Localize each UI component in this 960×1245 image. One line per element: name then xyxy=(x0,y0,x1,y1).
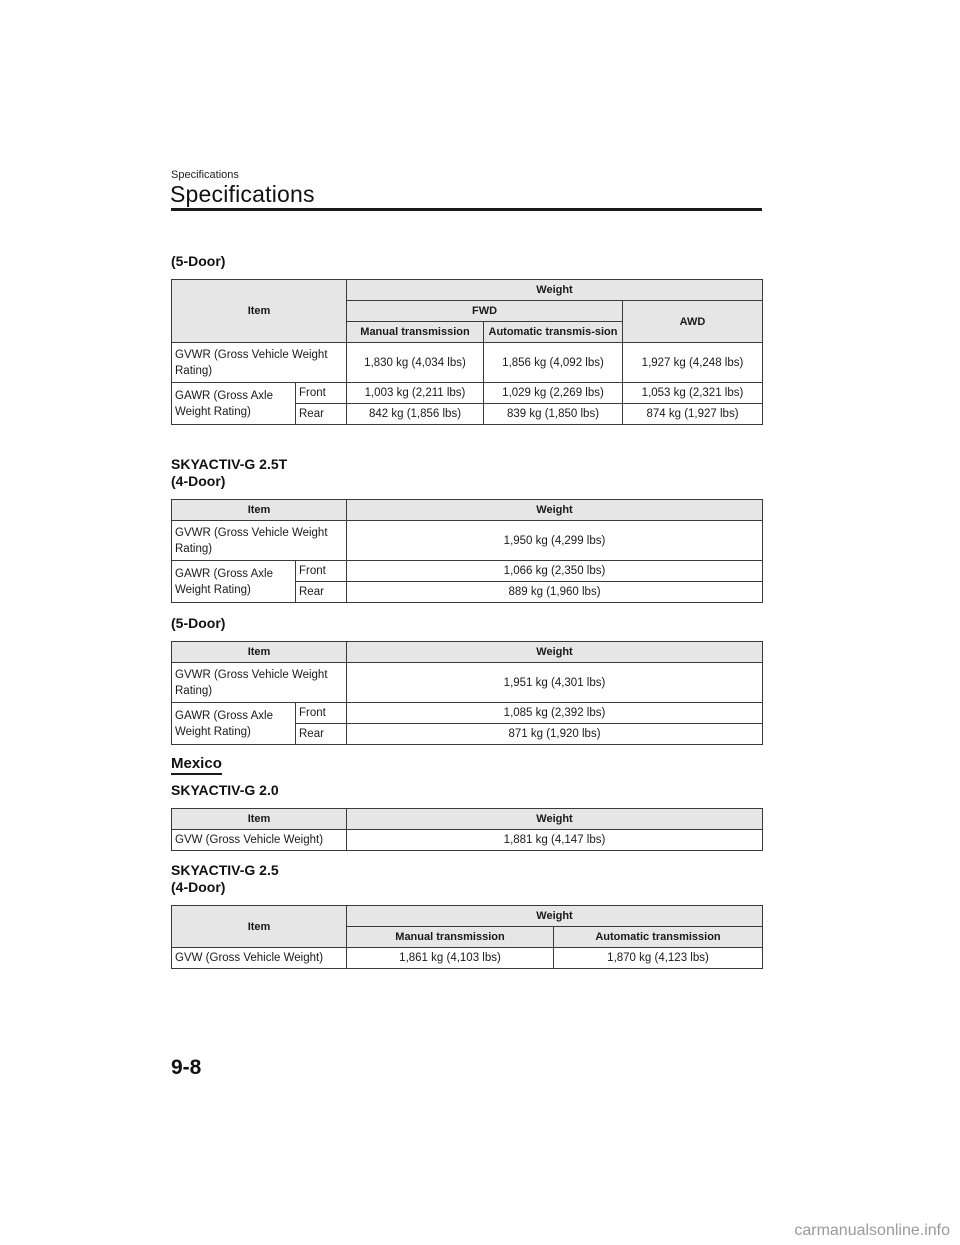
row-label-gvwr: GVWR (Gross Vehicle Weight Rating) xyxy=(172,521,347,561)
row-label-rear: Rear xyxy=(296,404,347,425)
cell-value: 871 kg (1,920 lbs) xyxy=(347,724,763,745)
cell-value: 1,003 kg (2,211 lbs) xyxy=(347,383,484,404)
col-header-manual: Manual transmission xyxy=(347,322,484,343)
section-heading-4-door: (4-Door) xyxy=(171,879,226,895)
col-header-item: Item xyxy=(172,642,347,663)
row-label-gawr: GAWR (Gross Axle Weight Rating) xyxy=(172,561,296,603)
row-label-rear: Rear xyxy=(296,582,347,603)
col-header-item: Item xyxy=(172,500,347,521)
section-heading-5-door: (5-Door) xyxy=(171,253,226,269)
cell-value: 1,870 kg (4,123 lbs) xyxy=(554,948,763,969)
col-header-automatic: Automatic transmission xyxy=(554,927,763,948)
weight-table-mexico-2-0 xyxy=(171,808,763,851)
row-label-gvw: GVW (Gross Vehicle Weight) xyxy=(172,948,347,969)
page-number: 9-8 xyxy=(171,1056,202,1079)
row-label-gvw: GVW (Gross Vehicle Weight) xyxy=(172,830,347,851)
col-header-item: Item xyxy=(172,906,347,948)
col-header-weight: Weight xyxy=(347,500,763,521)
col-header-item: Item xyxy=(172,809,347,830)
cell-value: 1,861 kg (4,103 lbs) xyxy=(347,948,554,969)
weight-table-5-door-fwd-awd xyxy=(171,279,763,425)
running-header: Specifications xyxy=(171,169,239,181)
section-heading-engine-2-5: SKYACTIV-G 2.5 xyxy=(171,862,279,878)
col-header-automatic: Automatic transmis-sion xyxy=(484,322,623,343)
cell-value: 889 kg (1,960 lbs) xyxy=(347,582,763,603)
cell-value: 1,830 kg (4,034 lbs) xyxy=(347,343,484,383)
header-rule xyxy=(171,208,762,211)
cell-value: 1,951 kg (4,301 lbs) xyxy=(347,663,763,703)
weight-table-2-5t-4-door xyxy=(171,499,763,603)
row-label-front: Front xyxy=(296,383,347,404)
region-heading-mexico: Mexico xyxy=(171,756,222,775)
cell-value: 1,856 kg (4,092 lbs) xyxy=(484,343,623,383)
row-label-gvwr: GVWR (Gross Vehicle Weight Rating) xyxy=(172,343,347,383)
row-label-gawr: GAWR (Gross Axle Weight Rating) xyxy=(172,703,296,745)
weight-table-2-5t-5-door xyxy=(171,641,763,745)
watermark: carmanualsonline.info xyxy=(794,1222,950,1239)
cell-value: 874 kg (1,927 lbs) xyxy=(623,404,763,425)
col-header-manual: Manual transmission xyxy=(347,927,554,948)
col-header-weight: Weight xyxy=(347,642,763,663)
page-title: Specifications xyxy=(170,181,315,207)
col-header-item: Item xyxy=(172,280,347,343)
section-heading-engine-2-5t: SKYACTIV-G 2.5T xyxy=(171,456,288,472)
col-header-awd: AWD xyxy=(623,301,763,343)
row-label-rear: Rear xyxy=(296,724,347,745)
section-heading-5-door: (5-Door) xyxy=(171,615,226,631)
cell-value: 1,029 kg (2,269 lbs) xyxy=(484,383,623,404)
cell-value: 1,053 kg (2,321 lbs) xyxy=(623,383,763,404)
cell-value: 839 kg (1,850 lbs) xyxy=(484,404,623,425)
col-header-weight: Weight xyxy=(347,906,763,927)
row-label-gawr: GAWR (Gross Axle Weight Rating) xyxy=(172,383,296,425)
col-header-fwd: FWD xyxy=(347,301,623,322)
row-label-front: Front xyxy=(296,703,347,724)
col-header-weight: Weight xyxy=(347,809,763,830)
cell-value: 1,950 kg (4,299 lbs) xyxy=(347,521,763,561)
weight-table-mexico-2-5 xyxy=(171,905,763,969)
section-heading-4-door: (4-Door) xyxy=(171,473,226,489)
cell-value: 1,927 kg (4,248 lbs) xyxy=(623,343,763,383)
cell-value: 842 kg (1,856 lbs) xyxy=(347,404,484,425)
row-label-front: Front xyxy=(296,561,347,582)
cell-value: 1,881 kg (4,147 lbs) xyxy=(347,830,763,851)
row-label-gvwr: GVWR (Gross Vehicle Weight Rating) xyxy=(172,663,347,703)
section-heading-engine-2-0: SKYACTIV-G 2.0 xyxy=(171,782,279,798)
cell-value: 1,066 kg (2,350 lbs) xyxy=(347,561,763,582)
col-header-weight: Weight xyxy=(347,280,763,301)
cell-value: 1,085 kg (2,392 lbs) xyxy=(347,703,763,724)
